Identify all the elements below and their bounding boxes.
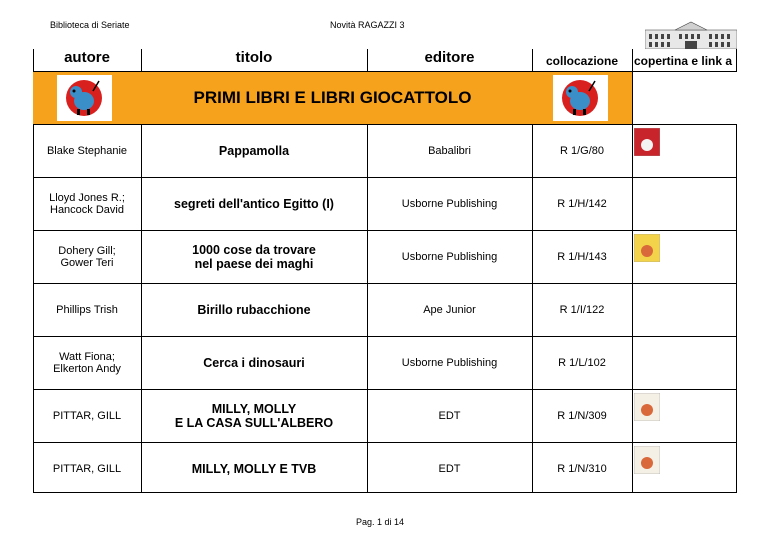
author-cell: Lloyd Jones R.; Hancock David xyxy=(49,192,125,216)
author-cell: PITTAR, GILL xyxy=(52,463,122,475)
column-header-copertina: copertina e link a xyxy=(634,54,733,68)
header-section-title: Novità RAGAZZI 3 xyxy=(330,20,405,30)
publisher-cell: Ape Junior xyxy=(423,304,476,316)
shelfmark-cell: R 1/G/80 xyxy=(559,145,605,157)
column-header-editore: editore xyxy=(424,49,475,66)
page-number: Pag. 1 di 14 xyxy=(356,517,405,527)
table-row xyxy=(33,177,736,230)
col-divider xyxy=(632,49,633,71)
column-header-autore: autore xyxy=(64,49,110,66)
publisher-cell: EDT xyxy=(438,410,461,422)
publisher-cell: Usborne Publishing xyxy=(401,198,498,210)
publisher-cell: EDT xyxy=(438,463,461,475)
col-divider xyxy=(532,49,533,71)
book-cover-thumbnail[interactable] xyxy=(634,393,660,421)
publisher-cell: Usborne Publishing xyxy=(401,251,498,263)
title-cell: Birillo rubacchione xyxy=(197,303,311,317)
table-row xyxy=(33,389,736,442)
column-header-collocazione: collocazione xyxy=(545,54,619,68)
table-row xyxy=(33,124,736,177)
table-row xyxy=(33,336,736,389)
section-banner-empty-cell xyxy=(632,71,737,124)
table-row xyxy=(33,442,736,495)
title-cell: MILLY, MOLLY E TVB xyxy=(191,462,317,476)
shelfmark-cell: R 1/H/143 xyxy=(557,251,607,263)
book-cover-thumbnail[interactable] xyxy=(634,446,660,474)
author-cell: Blake Stephanie xyxy=(46,145,128,157)
col-divider xyxy=(141,49,142,71)
title-cell: 1000 cose da trovare nel paese dei maghi xyxy=(192,243,316,271)
shelfmark-cell: R 1/L/102 xyxy=(558,357,606,369)
col-divider xyxy=(367,49,368,71)
book-cover-thumbnail[interactable] xyxy=(634,128,660,156)
book-cover-thumbnail[interactable] xyxy=(634,234,660,262)
header-library-name: Biblioteca di Seriate xyxy=(50,20,130,30)
title-cell: segreti dell'antico Egitto (I) xyxy=(174,197,334,211)
title-cell: Pappamolla xyxy=(218,144,290,158)
shelfmark-cell: R 1/I/122 xyxy=(559,304,605,316)
library-building-logo xyxy=(645,21,737,49)
title-cell: Cerca i dinosauri xyxy=(203,356,305,370)
author-cell: Watt Fiona; Elkerton Andy xyxy=(53,351,121,375)
column-header-titolo: titolo xyxy=(235,49,273,66)
shelfmark-cell: R 1/H/142 xyxy=(557,198,607,210)
author-cell: Dohery Gill; Gower Teri xyxy=(58,245,116,269)
publisher-cell: Usborne Publishing xyxy=(401,357,498,369)
shelfmark-cell: R 1/N/309 xyxy=(557,410,607,422)
table-row xyxy=(33,283,736,336)
author-cell: PITTAR, GILL xyxy=(52,410,122,422)
author-cell: Phillips Trish xyxy=(56,304,118,316)
mascot-icon-right xyxy=(553,75,608,121)
shelfmark-cell: R 1/N/310 xyxy=(557,463,607,475)
publisher-cell: Babalibri xyxy=(428,145,471,157)
section-title: PRIMI LIBRI E LIBRI GIOCATTOLO xyxy=(193,88,472,107)
table-row xyxy=(33,230,736,283)
header-divider xyxy=(33,71,737,72)
title-cell: MILLY, MOLLY E LA CASA SULL'ALBERO xyxy=(174,402,334,430)
